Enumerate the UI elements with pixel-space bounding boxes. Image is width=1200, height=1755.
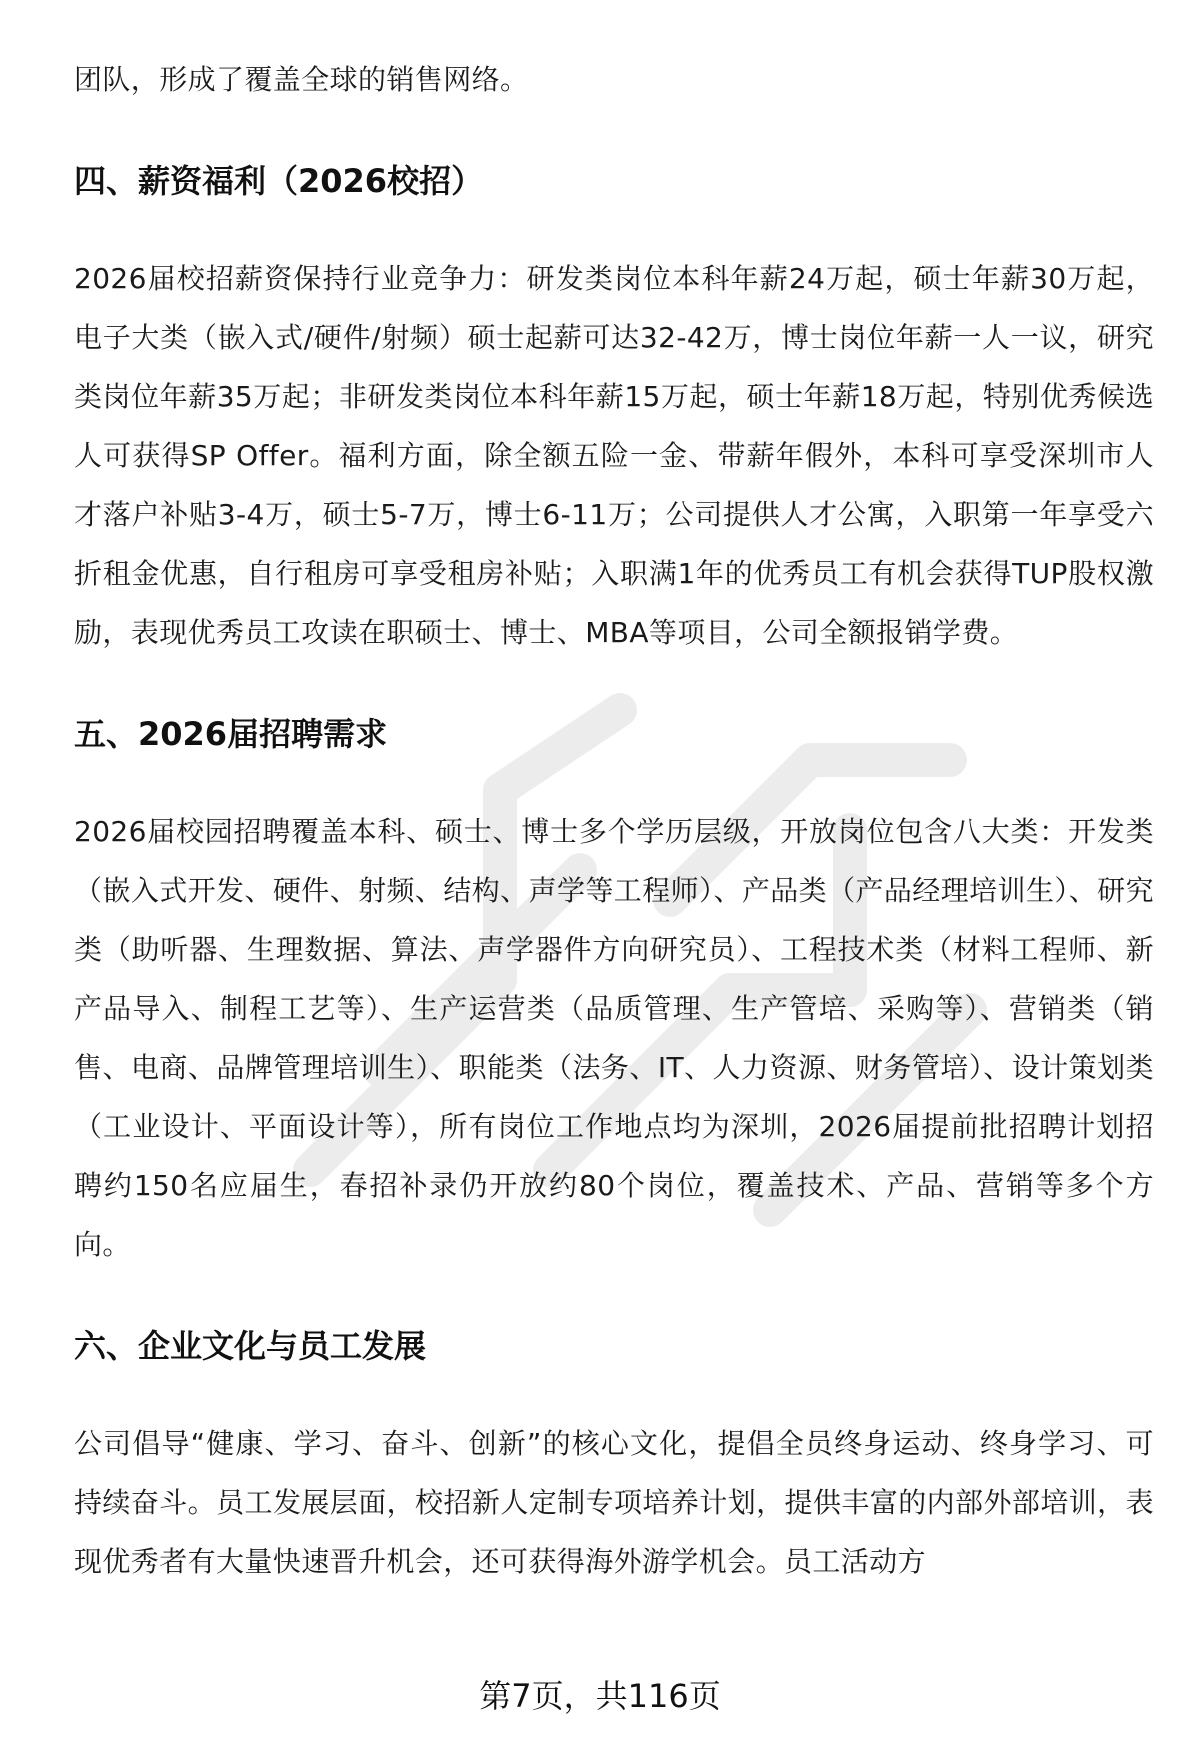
document-body: [74, 50, 1154, 1591]
section-heading-culture: 六、企业文化与员工发展: [74, 1327, 427, 1365]
section-body-culture: 公司倡导“健康、学习、奋斗、创新”的核心文化，提倡全员终身运动、终身学习、可持续奋斗。员工发展层面，校招新人定制专项培养计划，提供丰富的内部外部培训，表现优秀者有大量快速晋升机会，还可获得海外游学机会。员工活动方: [74, 1427, 1154, 1578]
section-heading-recruitment: 五、2026届招聘需求: [74, 715, 388, 753]
section-body-salary: 2026届校招薪资保持行业竞争力：研发类岗位本科年薪24万起，硕士年薪30万起，电子大类（嵌入式/硬件/射频）硕士起薪可达32-42万，博士岗位年薪一人一议，研究类岗位年薪35万起；非研发类岗位本科年薪15万起，硕士年薪18万起，特别优秀候选人可获得SP Offer。福利方面，除全额五险一金、带薪年假外，本科可享受深圳市人才落户补贴3-4万，硕士5-7万，博士6-11万；公司提供人才公寓，入职第一年享受六折租金优惠，自行租房可享受租房补贴；入职满1年的优秀员工有机会获得TUP股权激励，表现优秀员工攻读在职硕士、博士、MBA等项目，公司全额报销学费。: [74, 262, 1154, 649]
section-heading-salary: 四、薪资福利（2026校招）: [74, 162, 484, 200]
page-number-footer: 第7页，共116页: [479, 1677, 721, 1715]
section-body-recruitment: 2026届校园招聘覆盖本科、硕士、博士多个学历层级，开放岗位包含八大类：开发类（嵌入式开发、硬件、射频、结构、声学等工程师）、产品类（产品经理培训生）、研究类（助听器、生理数据、算法、声学器件方向研究员）、工程技术类（材料工程师、新产品导入、制程工艺等）、生产运营类（品质管理、生产管培、采购等）、营销类（销售、电商、品牌管理培训生）、职能类（法务、IT、人力资源、财务管培）、设计策划类（工业设计、平面设计等），所有岗位工作地点均为深圳，2026届提前批招聘计划招聘约150名应届生，春招补录仍开放约80个岗位，覆盖技术、产品、营销等多个方向。: [74, 815, 1154, 1261]
intro-tail-paragraph: 团队，形成了覆盖全球的销售网络。: [74, 63, 529, 96]
